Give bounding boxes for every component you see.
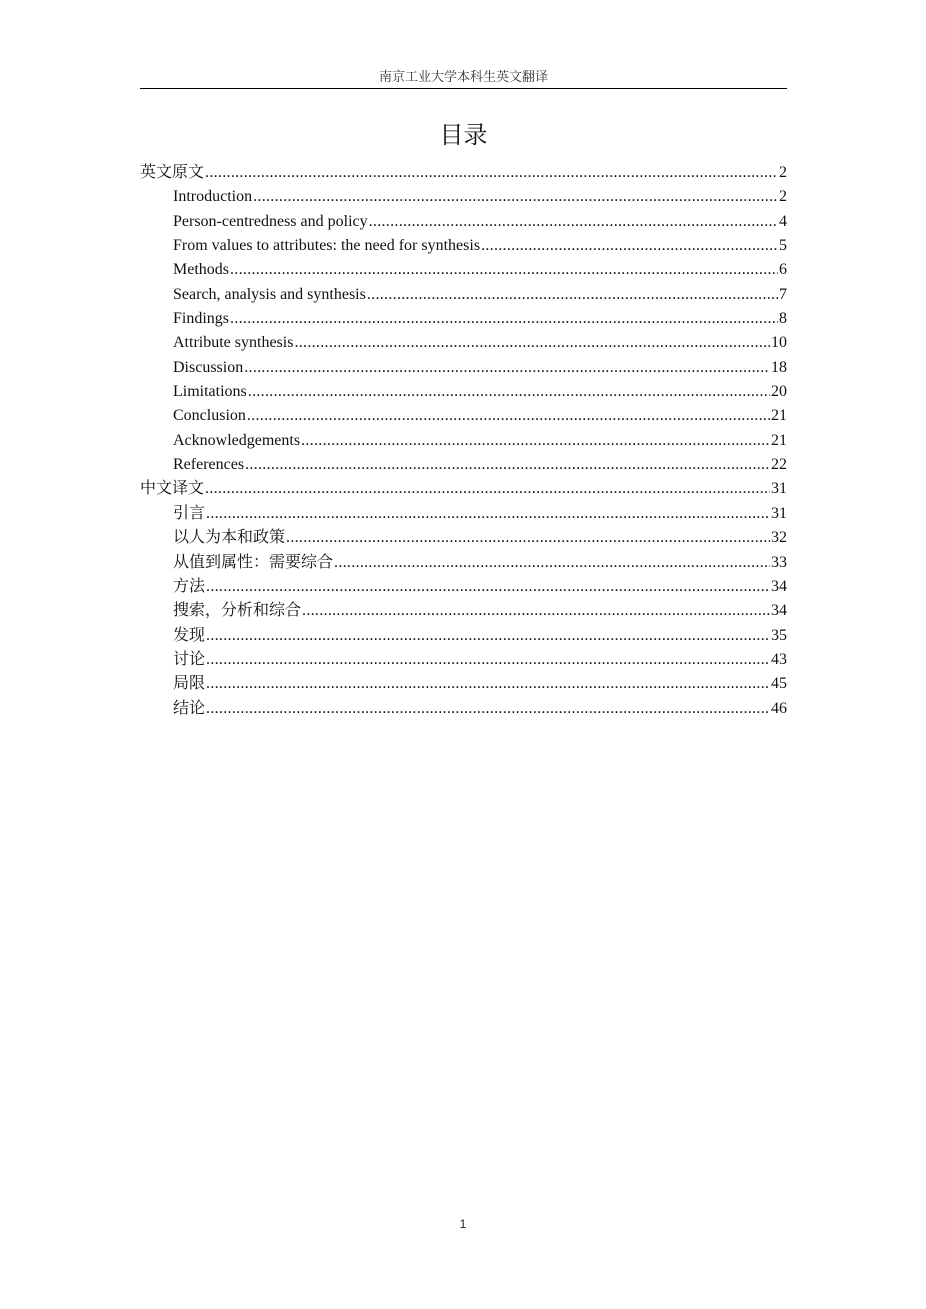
toc-entry-label: 英文原文 [140, 164, 205, 181]
toc-entry[interactable] [140, 380, 787, 404]
toc-entry-label: 中文译文 [140, 480, 205, 498]
toc-entry-page: 8 [779, 310, 787, 328]
toc-entry[interactable] [140, 283, 787, 307]
toc-entry[interactable] [140, 307, 787, 331]
toc-entry-page: 21 [771, 407, 787, 425]
toc-dot-leader [248, 380, 770, 404]
toc-title: 目录 [439, 123, 488, 149]
toc-entry[interactable] [140, 502, 787, 526]
toc-dot-leader [206, 624, 770, 648]
toc-entry-page: 2 [779, 164, 787, 181]
header-divider [140, 88, 787, 89]
toc-entry-page: 46 [771, 699, 787, 717]
toc-entry[interactable] [140, 526, 787, 550]
toc-dot-leader [334, 551, 770, 575]
table-of-contents [140, 161, 787, 721]
toc-dot-leader [206, 575, 770, 599]
toc-dot-leader [206, 502, 770, 526]
toc-entry[interactable] [140, 185, 787, 209]
toc-entry[interactable] [140, 575, 787, 599]
toc-entry-label: 方法 [173, 577, 206, 595]
toc-entry[interactable] [140, 453, 787, 477]
toc-entry-page: 35 [771, 626, 787, 644]
toc-entry-page: 34 [771, 602, 787, 620]
toc-dot-leader [206, 648, 770, 672]
toc-entry-label: Methods [173, 261, 229, 279]
toc-dot-leader [205, 477, 770, 501]
toc-entry[interactable] [140, 356, 787, 380]
toc-entry-page: 31 [771, 480, 787, 498]
toc-entry-label: From values to attributes: the need for synthesis [173, 237, 481, 255]
toc-entry[interactable] [140, 624, 787, 648]
toc-entry-page: 10 [771, 334, 787, 352]
toc-entry-label: Person-centredness and policy [173, 212, 368, 230]
toc-dot-leader [369, 210, 778, 234]
toc-entry[interactable] [140, 161, 787, 185]
toc-entry[interactable] [140, 477, 787, 501]
toc-entry[interactable] [140, 331, 787, 355]
toc-entry-label: 局限 [173, 675, 206, 693]
toc-entry-label: 讨论 [173, 650, 206, 668]
toc-dot-leader [253, 185, 778, 209]
toc-entry-page: 6 [779, 261, 787, 279]
toc-entry-label: Introduction [173, 188, 253, 206]
toc-entry[interactable] [140, 648, 787, 672]
toc-dot-leader [206, 672, 770, 696]
toc-entry-label: 发现 [173, 626, 206, 644]
toc-entry-label: 从值到属性：需要综合 [173, 553, 334, 571]
toc-entry-label: 以人为本和政策 [173, 529, 286, 547]
toc-entry[interactable] [140, 551, 787, 575]
toc-dot-leader [301, 429, 770, 453]
toc-entry-page: 18 [771, 358, 787, 376]
toc-entry-label: Acknowledgements [173, 431, 301, 449]
toc-entry-page: 43 [771, 650, 787, 668]
toc-dot-leader [286, 526, 770, 550]
page-number: 1 [459, 1217, 467, 1231]
toc-dot-leader [230, 307, 778, 331]
toc-entry-label: Limitations [173, 383, 247, 401]
toc-entry-page: 4 [779, 212, 787, 230]
toc-entry[interactable] [140, 429, 787, 453]
toc-dot-leader [230, 258, 778, 282]
toc-dot-leader [294, 331, 770, 355]
toc-entry-page: 32 [771, 529, 787, 547]
toc-entry[interactable] [140, 672, 787, 696]
toc-dot-leader [205, 161, 778, 185]
toc-entry-page: 45 [771, 675, 787, 693]
toc-dot-leader [206, 697, 770, 721]
toc-entry[interactable] [140, 210, 787, 234]
toc-entry[interactable] [140, 697, 787, 721]
toc-entry-page: 22 [771, 456, 787, 474]
toc-entry-label: References [173, 456, 245, 474]
toc-entry-label: 引言 [173, 504, 206, 522]
toc-entry-label: 搜索，分析和综合 [173, 602, 302, 620]
toc-dot-leader [481, 234, 778, 258]
toc-entry-label: Attribute synthesis [173, 334, 294, 352]
toc-entry-page: 21 [771, 431, 787, 449]
toc-entry[interactable] [140, 258, 787, 282]
toc-entry-page: 5 [779, 237, 787, 255]
toc-entry-label: 结论 [173, 699, 206, 717]
toc-dot-leader [245, 453, 770, 477]
toc-entry-page: 33 [771, 553, 787, 571]
page-header: 南京工业大学本科生英文翻译 [378, 69, 548, 84]
toc-entry-label: Findings [173, 310, 230, 328]
toc-entry-label: Discussion [173, 358, 244, 376]
toc-dot-leader [247, 404, 770, 428]
toc-dot-leader [302, 599, 770, 623]
toc-dot-leader [367, 283, 778, 307]
toc-entry-label: Search, analysis and synthesis [173, 285, 366, 303]
toc-entry-page: 34 [771, 577, 787, 595]
toc-entry[interactable] [140, 404, 787, 428]
toc-entry-page: 7 [779, 285, 787, 303]
toc-entry[interactable] [140, 234, 787, 258]
toc-dot-leader [244, 356, 770, 380]
toc-entry-label: Conclusion [173, 407, 246, 425]
toc-entry[interactable] [140, 599, 787, 623]
toc-entry-page: 20 [771, 383, 787, 401]
toc-entry-page: 31 [771, 504, 787, 522]
toc-entry-page: 2 [779, 188, 787, 206]
